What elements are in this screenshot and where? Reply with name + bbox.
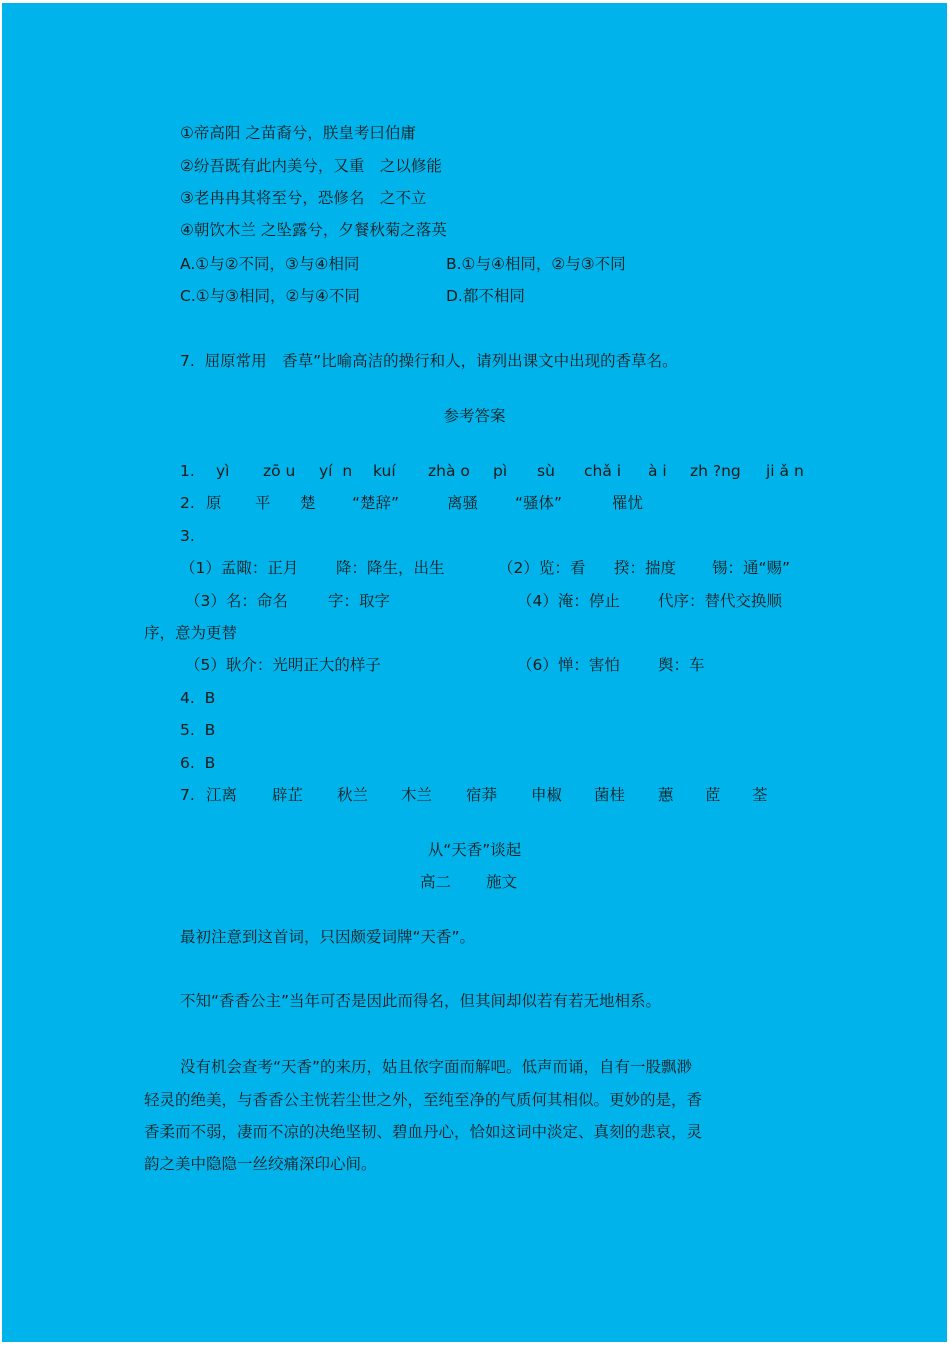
answer-7-item: 蕙 [658, 786, 674, 804]
q6-item-1: ①帝高阳 之苗裔兮，朕皇考曰伯庸 [180, 124, 416, 142]
answer-7-item: 菌桂 [594, 786, 626, 804]
answer-3-gloss: 代序：替代交换顺 [658, 592, 783, 610]
answer-2-item: 罹忧 [612, 494, 644, 512]
answer-7-item: 荃 [752, 786, 768, 804]
answer-3-gloss: 揆：揣度 [614, 559, 677, 577]
essay-paragraph-2: 不知“香香公主”当年可否是因此而得名，但其间却似若有若无地相系。 [180, 992, 662, 1010]
answer-1-item: chǎ i [584, 462, 622, 480]
q6-option-b: B.①与④相同，②与③不同 [446, 255, 626, 273]
q6-item-3: ③老冉冉其将至兮，恐修名 之不立 [180, 189, 427, 207]
essay-paragraph-3-line: 没有机会查考“天香”的来历，姑且依字面而解吧。低声而诵，自有一股飘渺 [180, 1058, 693, 1076]
q6-item-4: ④朝饮木兰 之坠露兮，夕餐秋菊之落英 [180, 221, 447, 239]
answer-1-item: yí n [319, 462, 353, 480]
essay-byline-author: 施文 [486, 873, 518, 891]
answer-7-item: 宿莽 [466, 786, 498, 804]
answer-3-number: 3. [180, 527, 195, 545]
answer-1-item: kuí [373, 462, 396, 480]
answer-4: 4. B [180, 689, 216, 707]
answer-1-item: à i [648, 462, 667, 480]
answer-3-gloss: 降：降生，出生 [336, 559, 445, 577]
answer-2-item: 平 [255, 494, 271, 512]
answer-1-item: pì [493, 462, 508, 480]
essay-paragraph-3-line: 轻灵的绝美，与香香公主恍若尘世之外，至纯至净的气质何其相似。更妙的是，香 [144, 1091, 703, 1109]
answer-3-gloss: （2）览：看 [498, 559, 586, 577]
answer-1-item: zhà o [428, 462, 470, 480]
answer-1-item: zō u [263, 462, 296, 480]
answer-3-gloss-wrap: 序，意为更替 [144, 624, 238, 642]
answer-3-gloss: 字：取字 [328, 592, 391, 610]
essay-paragraph-3-line: 韵之美中隐隐一丝绞痛深印心间。 [144, 1155, 377, 1173]
answer-1-number: 1. [180, 462, 195, 480]
answer-3-gloss: （6）惮：害怕 [517, 656, 620, 674]
answer-1-item: sù [537, 462, 555, 480]
essay-title: 从“天香”谈起 [427, 841, 522, 859]
q6-option-d: D.都不相同 [446, 287, 525, 305]
q6-option-c: C.①与③相同，②与④不同 [180, 287, 360, 305]
document-page [2, 3, 947, 1342]
answer-5: 5. B [180, 721, 216, 739]
answer-3-gloss: （3）名：命名 [185, 592, 288, 610]
answer-2-number: 2. [180, 494, 195, 512]
essay-paragraph-1: 最初注意到这首词，只因颇爱词牌“天香”。 [180, 928, 476, 946]
essay-byline-class: 高二 [420, 873, 452, 891]
q6-item-2: ②纷吾既有此内美兮，又重 之以修能 [180, 157, 442, 175]
answer-3-gloss: （4）淹：停止 [517, 592, 620, 610]
answer-1-item: zh ?ng [690, 462, 741, 480]
answer-7-item: 木兰 [401, 786, 433, 804]
answer-7-item: 秋兰 [337, 786, 369, 804]
answer-3-gloss: 锡：通“赐” [712, 559, 791, 577]
essay-paragraph-3-line: 香柔而不弱，凄而不凉的决绝坚韧、碧血丹心，恰如这词中淡定、真刻的悲哀，灵 [144, 1123, 703, 1141]
answer-7-item: 茝 [705, 786, 721, 804]
answer-2-item: 楚 [300, 494, 316, 512]
answers-heading: 参考答案 [443, 407, 506, 425]
answer-7-item: 辟芷 [272, 786, 304, 804]
answer-1-item: ji ǎ n [766, 462, 804, 480]
answer-1-item: yì [216, 462, 230, 480]
answer-6: 6. B [180, 754, 216, 772]
answer-7-item: 申椒 [531, 786, 563, 804]
answer-3-gloss: （5）耿介：光明正大的样子 [185, 656, 381, 674]
answer-2-item: 离骚 [447, 494, 479, 512]
answer-7-number: 7. [180, 786, 195, 804]
answer-3-gloss: 舆：车 [658, 656, 705, 674]
answer-2-item: “楚辞” [352, 494, 400, 512]
answer-3-gloss: （1）孟陬：正月 [180, 559, 299, 577]
q6-option-a: A.①与②不同，③与④相同 [180, 255, 360, 273]
answer-2-item: “骚体” [515, 494, 563, 512]
answer-2-item: 原 [206, 494, 222, 512]
answer-7-item: 江离 [206, 786, 238, 804]
question-7: 7. 屈原常用 香草”比喻高洁的操行和人，请列出课文中出现的香草名。 [180, 352, 678, 370]
